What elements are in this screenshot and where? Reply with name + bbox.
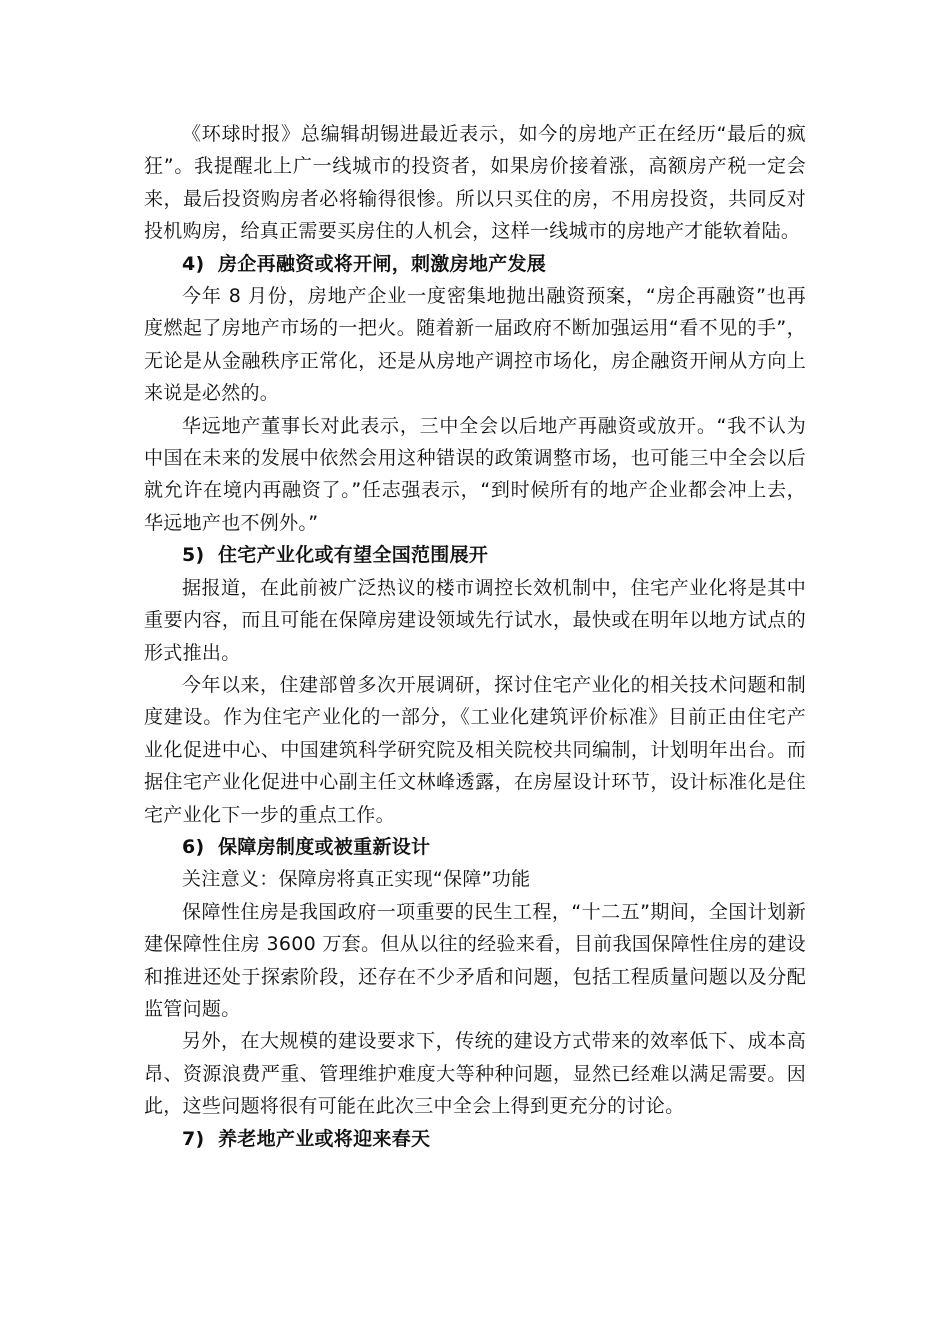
section-number: 4) xyxy=(182,252,205,275)
section-heading-6 xyxy=(144,831,806,863)
paragraph: 保障性住房是我国政府一项重要的民生工程，“十二五”期间，全国计划新建保障性住房 3600 万套。但从以往的经验来看，目前我国保障性住房的建设和推进还处于探索阶段，还存在不少矛盾和问题，包括工程质量问题以及分配监管问题。 xyxy=(144,900,806,1020)
document-body xyxy=(144,118,806,1155)
section-title: 保障房制度或被重新设计 xyxy=(218,835,431,858)
section-number: 5) xyxy=(182,544,205,567)
section-heading-5 xyxy=(144,539,806,571)
section-heading-4 xyxy=(144,248,806,280)
paragraph: 据报道，在此前被广泛热议的楼市调控长效机制中，住宅产业化将是其中重要内容，而且可能在保障房建设领域先行试水，最快或在明年以地方试点的形式推出。 xyxy=(144,576,806,664)
subheading-significance: 关注意义：保障房将真正实现“保障”功能 xyxy=(182,868,531,891)
section-title: 房企再融资或将开闸，刺激房地产发展 xyxy=(218,252,547,275)
paragraph: 《环球时报》总编辑胡锡进最近表示，如今的房地产正在经历“最后的疯狂”。我提醒北上广一线城市的投资者，如果房价接着涨，高额房产税一定会来，最后投资购房者必将输得很惨。所以只买住的房，不用房投资，共同反对投机购房，给真正需要买房住的人机会，这样一线城市的房地产才能软着陆。 xyxy=(144,123,806,243)
paragraph: 今年 8 月份，房地产企业一度密集地抛出融资预案，“房企再融资”也再度燃起了房地产市场的一把火。随着新一届政府不断加强运用“看不见的手”，无论是从金融秩序正常化，还是从房地产调控市场化，房企融资开闸从方向上来说是必然的。 xyxy=(144,285,806,405)
paragraph: 华远地产董事长对此表示，三中全会以后地产再融资或放开。“我不认为中国在未来的发展中依然会用这种错误的政策调整市场，也可能三中全会以后就允许在境内再融资了。”任志强表示，“到时候所有的地产企业都会冲上去，华远地产也不例外。” xyxy=(144,414,806,534)
paragraph: 今年以来，住建部曾多次开展调研，探讨住宅产业化的相关技术问题和制度建设。作为住宅产业化的一部分，《工业化建筑评价标准》目前正由住宅产业化促进中心、中国建筑科学研究院及相关院校共同编制，计划明年出台。而据住宅产业化促进中心副主任文林峰透露，在房屋设计环节，设计标准化是住宅产业化下一步的重点工作。 xyxy=(144,673,806,826)
section-heading-7 xyxy=(144,1123,806,1155)
section-title: 住宅产业化或有望全国范围展开 xyxy=(218,544,489,567)
section-number: 7) xyxy=(182,1127,205,1150)
paragraph: 另外，在大规模的建设要求下，传统的建设方式带来的效率低下、成本高昂、资源浪费严重、管理维护难度大等种种问题，显然已经难以满足需要。因此，这些问题将很有可能在此次三中全会上得到更充分的讨论。 xyxy=(144,1030,806,1118)
section-number: 6) xyxy=(182,835,205,858)
section-title: 养老地产业或将迎来春天 xyxy=(218,1127,431,1150)
